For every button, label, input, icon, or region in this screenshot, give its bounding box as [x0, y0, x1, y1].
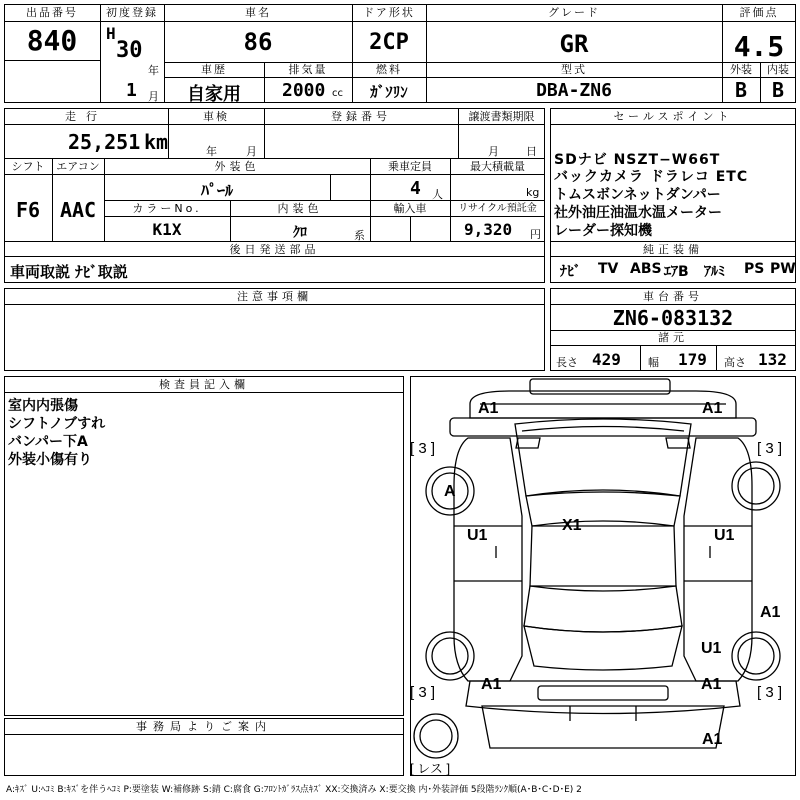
inspector-label: 検査員記入欄	[159, 378, 249, 391]
grade: GR	[559, 30, 589, 58]
capacity-label: 乗車定員	[388, 160, 432, 173]
fuel: ｶﾞｿﾘﾝ	[370, 83, 408, 101]
era: H	[106, 24, 116, 43]
transfer-month-unit: 月	[488, 145, 499, 158]
inspector-line: 外装小傷有り	[8, 452, 92, 468]
later-parts-label: 後日発送部品	[229, 243, 320, 256]
import-label: 輸入車	[393, 202, 427, 215]
history: 自家用	[187, 84, 241, 105]
height: 132	[758, 350, 787, 369]
equipment-item: PS	[744, 261, 765, 277]
inspection-year-unit: 年	[206, 145, 217, 158]
inspection-month-unit: 月	[246, 145, 257, 158]
tire-front-left: [ 3 ]	[410, 440, 436, 457]
displacement: 2000	[282, 80, 326, 101]
exterior-grade: B	[734, 78, 748, 102]
damage-mark-front-left: A1	[478, 400, 499, 417]
height-label: 高さ	[724, 356, 746, 369]
specs-label: 諸元	[658, 331, 688, 344]
sales-point-line: 社外油圧油温水温メーター	[554, 205, 722, 221]
equipment-item: ﾅﾋﾞ	[560, 264, 581, 280]
model-code: DBA-ZN6	[536, 80, 612, 101]
inspector-line: シフトノブすれ	[8, 416, 106, 432]
equipment-item: PW	[770, 261, 796, 277]
sales-point-line: トムスボンネットダンパー	[554, 187, 721, 203]
load-label: 最大積載量	[470, 160, 525, 173]
interior-color-label: 内装色	[277, 202, 323, 215]
damage-mark-front-right: A1	[702, 400, 723, 417]
color-label: 外装色	[214, 160, 260, 173]
lot-number-label: 出品番号	[26, 6, 78, 19]
damage-mark-wheel-front-left: A	[444, 483, 456, 500]
damage-mark-right-door: U1	[714, 527, 735, 544]
legend: A:ｷｽﾞ U:ﾍｺﾐ B:ｷｽﾞを伴うﾍｺﾐ P:要塗装 W:補修跡 S:錆 C:腐食 G:ﾌﾛﾝﾄｶﾞﾗｽ点ｷｽﾞ XX:交換済み X:要交換 内･外装評価 5段階ﾗﾝｸ順(A･B･C･D･E) 2	[6, 785, 582, 795]
notes-label: 注意事項欄	[237, 290, 312, 303]
chassis-number: ZN6-083132	[612, 306, 734, 330]
damage-mark-right-rear-quarter: A1	[760, 604, 781, 621]
interior-label: 内装	[767, 63, 789, 76]
tire-front-right: [ 3 ]	[757, 440, 783, 457]
year-unit: 年	[148, 64, 159, 77]
sales-points-label: セールスポイント	[613, 110, 733, 123]
reg-number-label: 登録番号	[331, 110, 391, 123]
color: ﾊﾟｰﾙ	[200, 181, 233, 200]
color-number: K1X	[152, 220, 182, 239]
interior-grade: B	[771, 78, 785, 102]
recycle-fee: 9,320	[464, 220, 513, 239]
equipment-item: TV	[598, 261, 619, 277]
damage-mark-rear-left: A1	[481, 676, 502, 693]
km-unit: km	[144, 130, 169, 154]
car-name-label: 車名	[245, 6, 271, 19]
color-number-label: カラーNo.	[132, 202, 202, 215]
score-label: 評価点	[739, 6, 779, 19]
damage-mark-right-rear-fender: U1	[701, 640, 722, 657]
grade-label: グレード	[548, 6, 600, 19]
cc-unit: cc	[332, 88, 343, 99]
equipment-item: ABS	[630, 261, 662, 277]
length-label: 長さ	[556, 356, 578, 369]
month-unit: 月	[148, 90, 159, 103]
damage-mark-roof: X1	[562, 517, 582, 534]
mileage: 25,251	[68, 130, 141, 154]
equipment-item: ｴｱB	[664, 264, 689, 280]
inspector-line: バンパー下A	[8, 434, 88, 450]
lot-number: 840	[26, 24, 78, 57]
sales-point-line: バックカメラ ドラレコ ETC	[554, 169, 749, 185]
recycle-label: リサイクル預託金	[458, 203, 537, 214]
interior-color-unit: 系	[354, 229, 365, 242]
registration-year: 30	[116, 38, 143, 63]
yen-unit: 円	[530, 228, 541, 241]
transfer-label: 譲渡書類期限	[468, 110, 535, 123]
door-label: ドア形状	[363, 6, 415, 19]
aircon-label: エアコン	[56, 160, 100, 173]
inspector-line: 室内内張傷	[8, 398, 78, 414]
registration-month: 1	[126, 80, 137, 101]
capacity: 4	[410, 178, 421, 199]
exterior-label: 外装	[730, 63, 752, 76]
office-label: 事務局よりご案内	[136, 720, 272, 733]
chassis-label: 車台番号	[643, 290, 703, 303]
width: 179	[678, 350, 707, 369]
transfer-day-unit: 日	[526, 145, 537, 158]
shift-label: シフト	[11, 160, 45, 173]
damage-mark-rear-bumper: A1	[702, 731, 723, 748]
spare-tire: [ レス ]	[410, 761, 451, 776]
history-label: 車歴	[201, 63, 227, 76]
length: 429	[592, 350, 621, 369]
fuel-label: 燃料	[376, 63, 402, 76]
tire-rear-left: [ 3 ]	[410, 684, 436, 701]
later-parts: 車両取説 ﾅﾋﾞ取説	[10, 263, 128, 281]
sales-point-line: レーダー探知機	[554, 223, 652, 239]
tire-rear-right: [ 3 ]	[757, 684, 783, 701]
width-label: 幅	[648, 356, 659, 369]
first-registration-label: 初度登録	[106, 6, 158, 19]
load-unit: kg	[526, 186, 540, 199]
door-type: 2CP	[369, 30, 409, 55]
aircon: AAC	[59, 198, 97, 222]
damage-mark-left-door: U1	[467, 527, 488, 544]
capacity-unit: 人	[432, 188, 443, 201]
mileage-label: 走行	[65, 110, 107, 123]
shift: F6	[15, 198, 41, 222]
car-name: 86	[243, 28, 273, 56]
interior-color: ｸﾛ	[293, 225, 307, 241]
score: 4.5	[733, 30, 785, 63]
equipment-item: ｱﾙﾐ	[704, 264, 725, 280]
sales-point-line: SDナビ NSZT−W66T	[554, 152, 721, 168]
car-diagram-icon	[410, 376, 796, 776]
damage-mark-rear-right: A1	[701, 676, 722, 693]
inspection-label: 車検	[203, 110, 229, 123]
model-label: 型式	[561, 63, 587, 76]
equipment-label: 純正装備	[643, 243, 703, 256]
displacement-label: 排気量	[288, 63, 328, 76]
